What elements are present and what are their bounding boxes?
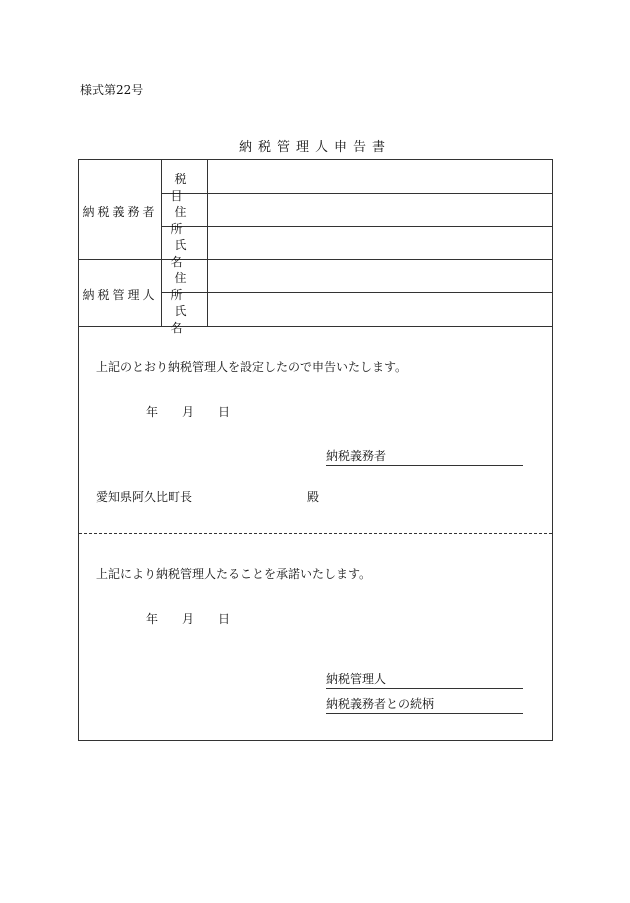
declaration-form-table: [78, 159, 553, 741]
form-title: 納税管理人申告書: [238, 140, 391, 155]
taxpayer-signature-line[interactable]: 納税義務者: [326, 447, 523, 466]
row-divider: [161, 292, 552, 293]
row-divider: [161, 193, 552, 194]
declaration-date: [146, 403, 230, 420]
declaration-statement: 上記のとおり納税管理人を設定したので申告いたします。: [96, 360, 408, 374]
consent-date: [146, 610, 230, 627]
section-divider: [79, 259, 552, 260]
form-number: 様式第22号: [80, 83, 144, 97]
manager-address-label: 住所: [170, 271, 201, 302]
day-label: 日: [218, 405, 231, 419]
taxpayer-name-label: 氏名: [170, 238, 201, 269]
month-label: 月: [182, 405, 195, 419]
taxpayer-address-field[interactable]: [215, 203, 545, 221]
taxpayer-address-label: 住所: [170, 205, 201, 236]
tax-item-label: 税目: [170, 172, 201, 203]
year-label: 年: [146, 405, 159, 419]
day-label: 日: [218, 612, 231, 626]
manager-address-field[interactable]: [215, 269, 545, 287]
honorific: 殿: [307, 490, 320, 504]
manager-name-field[interactable]: [215, 302, 545, 320]
dashed-separator: [79, 533, 552, 534]
relation-line[interactable]: 納税義務者との続柄: [326, 695, 523, 714]
taxpayer-group-label: 納税義務者: [82, 205, 158, 219]
addressee: 愛知県阿久比町長: [96, 490, 193, 504]
taxpayer-name-field[interactable]: [215, 236, 545, 254]
consent-statement: 上記により納税管理人たることを承諾いたします。: [96, 567, 372, 581]
manager-name-label: 氏名: [170, 304, 201, 335]
year-label: 年: [146, 612, 159, 626]
manager-signature-line[interactable]: 納税管理人: [326, 670, 523, 689]
section-divider: [79, 326, 552, 327]
manager-group-label: 納税管理人: [82, 288, 158, 302]
row-divider: [161, 226, 552, 227]
label-divider: [207, 160, 208, 326]
tax-item-field[interactable]: [215, 170, 545, 188]
month-label: 月: [182, 612, 195, 626]
